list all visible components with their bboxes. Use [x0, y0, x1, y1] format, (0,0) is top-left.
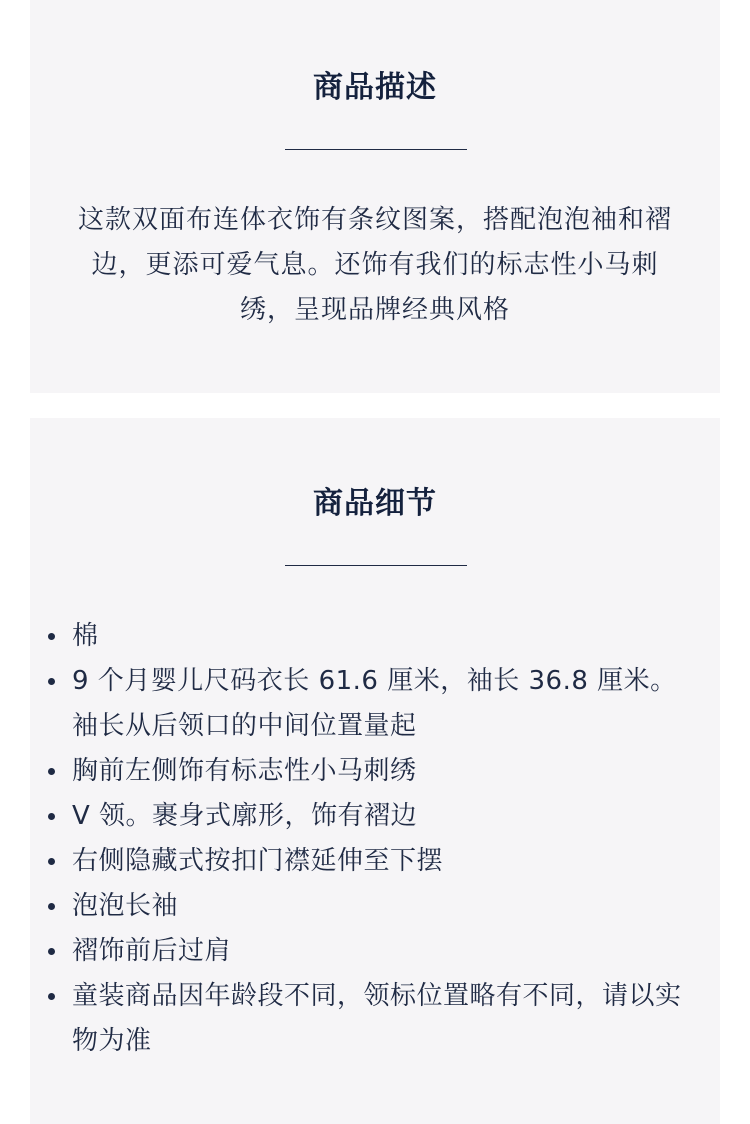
detail-item-label-note: 童装商品因年龄段不同，领标位置略有不同，请以实物为准	[72, 974, 682, 1064]
details-title: 商品细节	[313, 486, 437, 521]
detail-item-neckline: V 领。裹身式廓形，饰有褶边	[72, 794, 682, 839]
description-title: 商品描述	[313, 70, 437, 105]
detail-item-size: 9 个月婴儿尺码衣长 61.6 厘米，袖长 36.8 厘米。袖长从后领口的中间位置量起	[72, 659, 682, 749]
detail-item-yoke: 褶饰前后过肩	[72, 929, 682, 974]
detail-item-embroidery: 胸前左侧饰有标志性小马刺绣	[72, 749, 682, 794]
details-divider	[285, 565, 467, 566]
description-text: 这款双面布连体衣饰有条纹图案，搭配泡泡袖和褶边，更添可爱气息。还饰有我们的标志性小马刺绣，呈现品牌经典风格	[77, 205, 672, 325]
product-description-card	[30, 0, 720, 393]
detail-item-material: 棉	[72, 614, 682, 659]
detail-item-placket: 右侧隐藏式按扣门襟延伸至下摆	[72, 839, 682, 884]
detail-item-sleeves: 泡泡长袖	[72, 884, 682, 929]
description-divider	[285, 149, 467, 150]
details-list	[72, 614, 682, 1064]
product-details-card	[30, 418, 720, 1124]
